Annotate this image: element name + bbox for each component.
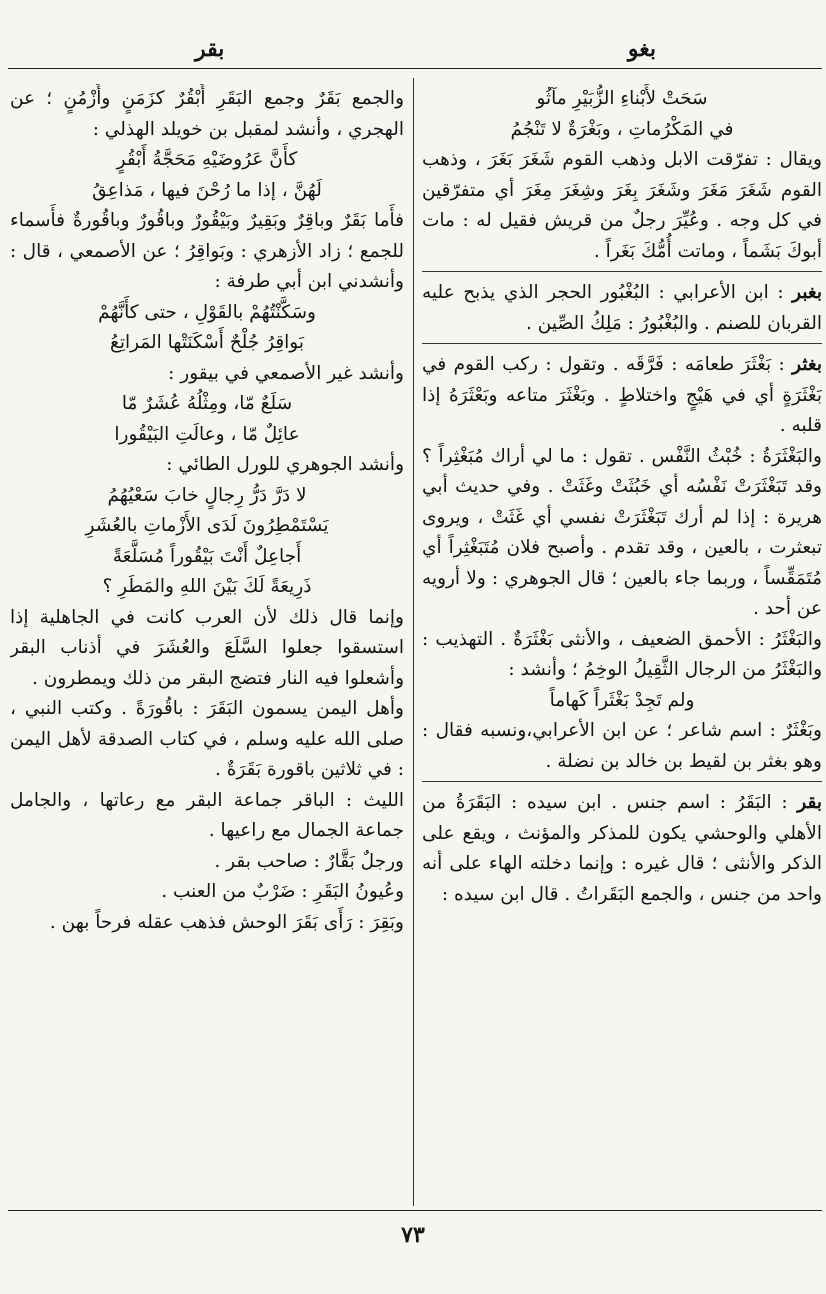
paragraph-text: وأنشد غير الأصمعي في بيقور : xyxy=(168,362,404,384)
text-paragraph xyxy=(422,625,822,686)
right-column xyxy=(422,84,822,1204)
text-paragraph xyxy=(10,84,404,145)
entry-divider xyxy=(422,343,822,344)
paragraph-text: وبَقِرَ : رَأَى بَقَرَ الوحش فذهب عقله فرحاً بهن . xyxy=(49,911,404,933)
paragraph-text: والبَغْثَرَةُ : خُبْثُ النَّفْس . تقول : ما لي أراك مُبَغْثِراً ؟ وقد تَبَغْثَرَتْ نَفْسُه أي خَبُثَتْ وغَثَتْ . وفي حديث أبي هريرة : إذا لم أرك تَبَغْثَرَتْ نفسي أي غَثَتْ ، ويروى تبعثرت ، بالعين ، وقد تقدم . وأصبح فلان مُتَبَغْثِراً أي مُتَمَقِّساً ، وربما جاء بالعين ؛ قال الجوهري : ولا أرويه عن أحد . xyxy=(422,445,822,619)
verse-line: يَسْتَمْطِرُونَ لَدَى الأَزْماتِ بالعُشَرِ xyxy=(85,515,329,536)
verse-line: في المَكْرُماتِ ، وبَغْرَةٌ لا تَنْجُمُ xyxy=(510,118,734,140)
paragraph-text: الليث : الباقر جماعة البقر مع رعاتها ، والجامل جماعة الجمال مع راعيها . xyxy=(10,789,404,841)
paragraph-text: : ابن الأعرابي : البُغْبُور الحجر الذي يذبح عليه القربان للصنم . والبُغْبُورُ : مَلِكُ الصِّين . xyxy=(422,282,822,334)
paragraph-text: : البَقَرُ : اسم جنس . ابن سيده : البَقَرَةُ من الأهلي والوحشي يكون للمذكر والمؤنث ، ويقع على الذكر والأنثى ؛ قال غيره : وإنما دخلته الهاء على أنه واحد من جنس ، والجمع البَقَراتُ . قال ابن سيده : xyxy=(422,792,822,905)
paragraph-text: ويقال : تفرّقت الابل وذهب القوم شَغَرَ بَغَرَ ، وذهب القوم شَغَرَ مَغَرَ وشَغَرَ بِغَرَ وشِغَرَ مِغَرَ أي متفرّقين في كل وجه . وعُيِّرَ رجلٌ من قريش فقيل له : مات أبوكَ بَشَماً ، وماتت أُمُّكَ بَغَراً . xyxy=(422,149,822,262)
text-paragraph xyxy=(10,908,404,939)
entry-paragraph xyxy=(422,350,822,442)
entry-headword: بقر xyxy=(797,792,822,813)
verse-line: ولم تَجِدْ بَغْثَراً كَهاماً xyxy=(549,689,695,711)
text-paragraph xyxy=(10,694,404,786)
paragraph-text: وإنما قال ذلك لأن العرب كانت في الجاهلية إذا استسقوا جعلوا السَّلَعَ والعُشَرَ في أذناب البقر وأشعلوا فيه النار فتضج البقر من ذلك ويمطرون . xyxy=(10,606,404,689)
text-paragraph xyxy=(10,847,404,878)
text-paragraph xyxy=(10,786,404,847)
running-head-right: بغو xyxy=(627,36,656,62)
verse-line: كأَنَّ عَرُوضَيْهِ مَحَجَّةُ أَبْقُرٍ xyxy=(116,149,298,170)
text-paragraph xyxy=(10,206,404,298)
paragraph-text: وبَغْثَرٌ : اسم شاعر ؛ عن ابن الأعرابي،ونسبه فقال : وهو بغثر بن لقيط بن خالد بن نضلة . xyxy=(422,720,822,772)
entry-headword: بغبر xyxy=(792,282,822,303)
text-paragraph xyxy=(10,877,404,908)
text-paragraph xyxy=(422,716,822,777)
verse-line: عائِلٌ مّا ، وعالَتِ البَيْقُورا xyxy=(114,423,300,445)
verse-line: ذَرِيعَةً لَكَ بَيْنَ اللهِ والمَطَرِ ؟ xyxy=(102,576,312,597)
verse-line: لا دَرَّ دَرُّ رِجالٍ خابَ سَعْيُهُمُ xyxy=(107,484,307,506)
paragraph-text: وأنشد الجوهري للورل الطائي : xyxy=(166,454,404,475)
entry-paragraph xyxy=(422,278,822,339)
verse-line: سَلَعٌ مّا، ومِثْلُهُ عُشَرٌ مّا xyxy=(121,393,293,414)
verse-line: أَجاعِلٌ أَنْتَ بَيْقُوراً مُسَلَّعَةً xyxy=(112,545,302,567)
entry-paragraph xyxy=(422,788,822,910)
text-paragraph xyxy=(10,450,404,481)
verse-line: سَحَتْ لأَبْناءِ الزُّبَيْرِ مآثُو xyxy=(536,88,708,109)
verse-line: بَواقِرُ جُلْحٌ أَسْكَنَتْها المَراتِعُ xyxy=(109,332,305,353)
column-rule xyxy=(413,78,414,1206)
text-paragraph xyxy=(422,145,822,267)
footer-rule xyxy=(8,1210,822,1211)
text-paragraph xyxy=(10,359,404,390)
entry-headword: بغثر xyxy=(792,354,822,375)
paragraph-text: : بَغْثَرَ طعامَه : فَرَّقَه . وتقول : ركب القوم في بَغْثَرَةٍ أي في هَيْجٍ واختلاطٍ . وبَغْثَرَ متاعه وبَعْثَرَهُ إذا قلبه . xyxy=(422,354,822,436)
entry-divider xyxy=(422,271,822,272)
verse-line: وسَكَّنْتُهُمْ بالقَوْلِ ، حتى كأَنَّهُمْ xyxy=(98,301,316,323)
running-head-left: بقر xyxy=(195,36,225,62)
paragraph-text: والبَغْثَرُ : الأحمق الضعيف ، والأنثى بَغْثَرَةٌ . التهذيب : والبَغْثَرُ من الرجال الثَّقِيلُ الوخِمُ ؛ وأنشد : xyxy=(422,628,822,680)
left-column xyxy=(10,84,404,1204)
paragraph-text: وأهل اليمن يسمون البَقَرَ : باقُورَةً . وكتب النبي ، صلى الله عليه وسلم ، في كتاب الصدقة لأهل اليمن : في ثلاثين باقورة بَقَرَةٌ . xyxy=(10,698,404,780)
text-paragraph xyxy=(422,442,822,625)
paragraph-text: والجمع بَقَرٌ وجمع البَقَرِ أَبْقُرٌ كزَمَنٍ وأَزْمُنٍ ؛ عن الهجري ، وأنشد لمقبل بن خويلد الهذلي : xyxy=(10,88,404,140)
paragraph-text: فأَما بَقَرٌ وباقِرٌ وبَقِيرٌ وبَيْقُورٌ وباقُورٌ وباقُورةٌ فأَسماء للجمع ؛ زاد الأزهري : وبَواقِرُ ؛ عن الأصمعي ، قال : وأنشدني ابن أبي طرفة : xyxy=(10,210,404,292)
verse-line: لَهُنَّ ، إذا ما رُحْنَ فيها ، مَذاعِقُ xyxy=(92,179,322,201)
text-paragraph xyxy=(10,603,404,695)
paragraph-text: ورجلٌ بَقَّارٌ : صاحب بقر . xyxy=(214,850,404,872)
paragraph-text: وعُيونُ البَقَرِ : ضَرْبٌ من العنب . xyxy=(161,881,404,902)
header-rule xyxy=(8,68,822,69)
page-number: ٧٣ xyxy=(401,1222,425,1248)
entry-divider xyxy=(422,781,822,782)
